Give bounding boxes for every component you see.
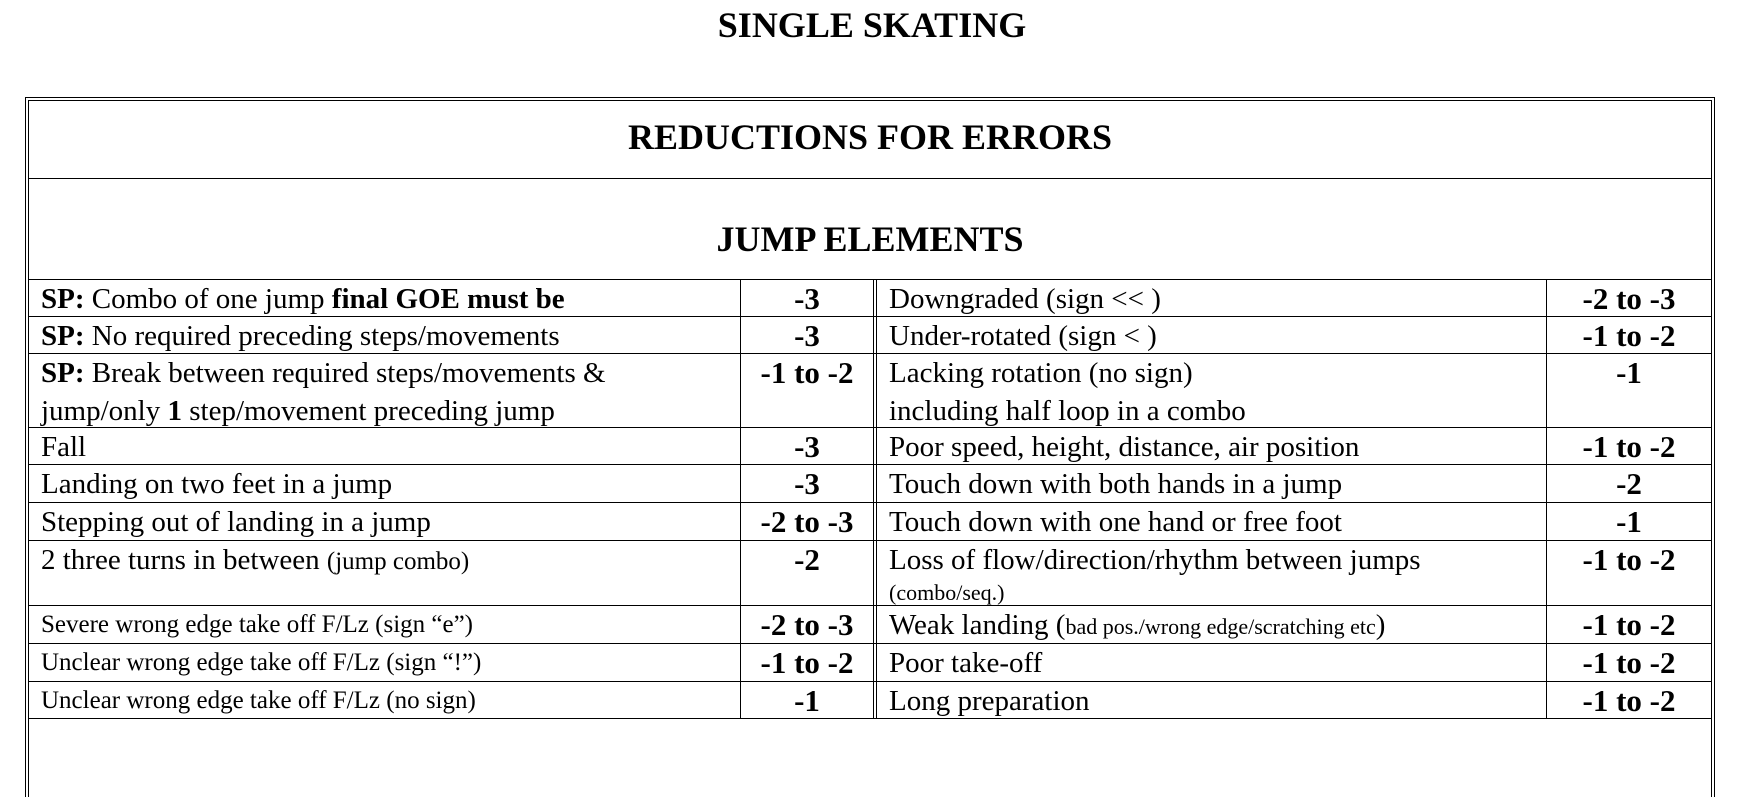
right-description: Touch down with both hands in a jump (873, 465, 1546, 502)
table-row (29, 502, 1711, 540)
right-value: -1 to -2 (1546, 682, 1711, 718)
left-description: Landing on two feet in a jump (41, 468, 393, 500)
errors-grid (29, 279, 1711, 719)
table-row (29, 605, 1711, 643)
left-value: -1 to -2 (740, 644, 873, 681)
right-description: Poor speed, height, distance, air position (873, 428, 1546, 464)
left-description: 2 three turns in between (jump combo) (41, 544, 470, 576)
left-description: Fall (41, 431, 87, 463)
table-row (29, 353, 1711, 427)
reductions-header: REDUCTIONS FOR ERRORS (29, 101, 1711, 179)
left-description: Severe wrong edge take off F/Lz (sign “e”) (41, 611, 474, 638)
right-description: Touch down with one hand or free foot (873, 503, 1546, 540)
table-row (29, 681, 1711, 719)
table-row (29, 279, 1711, 316)
left-value: -3 (740, 317, 873, 353)
left-value: -3 (740, 428, 873, 464)
left-value: -2 (740, 541, 873, 605)
left-description: SP: Combo of one jump final GOE must be (41, 283, 565, 315)
left-description: Unclear wrong edge take off F/Lz (no sign) (41, 687, 476, 714)
left-value: -3 (740, 465, 873, 502)
page-title: SINGLE SKATING (717, 5, 1027, 45)
jump-elements-header: JUMP ELEMENTS (716, 219, 1024, 259)
table-row (29, 643, 1711, 681)
right-value: -2 (1546, 465, 1711, 502)
left-description: SP: Break between required steps/movements & jump/only 1 step/movement preceding jump (41, 357, 606, 427)
left-value: -3 (740, 280, 873, 316)
right-description: Downgraded (sign << ) (873, 280, 1546, 316)
left-description: Unclear wrong edge take off F/Lz (sign “!”) (41, 649, 482, 676)
table-row (29, 316, 1711, 353)
right-value: -2 to -3 (1546, 280, 1711, 316)
right-value: -1 to -2 (1546, 606, 1711, 643)
right-value: -1 to -2 (1546, 317, 1711, 353)
table-row (29, 464, 1711, 502)
reductions-table (25, 97, 1715, 797)
right-description: Weak landing (bad pos./wrong edge/scratching etc) (873, 606, 1546, 643)
right-description: Loss of flow/direction/rhythm between jumps (combo/seq.) (873, 541, 1546, 605)
left-value: -2 to -3 (740, 503, 873, 540)
right-description: Under-rotated (sign < ) (873, 317, 1546, 353)
table-row (29, 427, 1711, 464)
left-description: Stepping out of landing in a jump (41, 506, 431, 538)
right-description: Long preparation (873, 682, 1546, 718)
right-value: -1 to -2 (1546, 541, 1711, 605)
right-value: -1 (1546, 503, 1711, 540)
table-row (29, 540, 1711, 605)
left-description: SP: No required preceding steps/movements (41, 320, 560, 352)
left-value: -2 to -3 (740, 606, 873, 643)
right-description: Lacking rotation (no sign) including half loop in a combo (873, 354, 1546, 427)
right-value: -1 (1546, 354, 1711, 427)
right-value: -1 to -2 (1546, 644, 1711, 681)
right-description: Poor take-off (873, 644, 1546, 681)
right-value: -1 to -2 (1546, 428, 1711, 464)
left-value: -1 to -2 (740, 354, 873, 427)
left-value: -1 (740, 682, 873, 718)
